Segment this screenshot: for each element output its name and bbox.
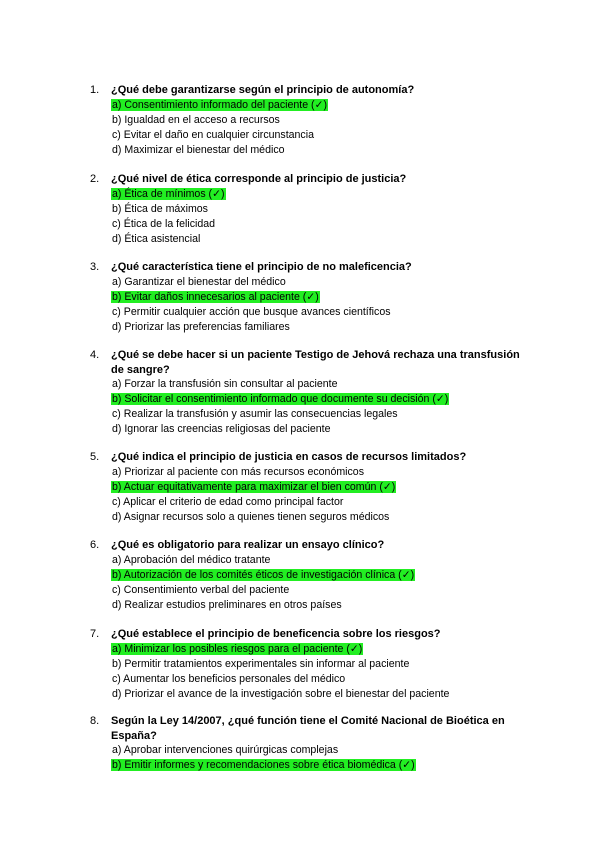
question-text: ¿Qué se debe hacer si un paciente Testigo de Jehová rechaza una transfusión de sangre? [111, 349, 520, 376]
option-c: c) Aumentar los beneficios personales del médico [112, 673, 346, 685]
option-b-correct: b) Emitir informes y recomendaciones sobre ética biomédica (✓) [112, 759, 415, 771]
option-b-correct: b) Actuar equitativamente para maximizar el bien común (✓) [112, 481, 396, 493]
question-number: 8. [90, 715, 100, 727]
options-list [111, 465, 396, 525]
option-a: a) Priorizar al paciente con más recursos económicos [112, 466, 364, 478]
option-a: a) Aprobar intervenciones quirúrgicas complejas [112, 744, 339, 756]
question-number: 4. [90, 349, 100, 361]
question-text: ¿Qué debe garantizarse según el principio de autonomía? [111, 84, 415, 96]
option-d: d) Priorizar el avance de la investigación sobre el bienestar del paciente [112, 688, 450, 700]
option-c: c) Permitir cualquier acción que busque avances científicos [112, 306, 391, 318]
option-d: d) Ética asistencial [112, 233, 201, 245]
question-number: 1. [90, 84, 100, 96]
option-d: d) Asignar recursos solo a quienes tienen seguros médicos [112, 511, 390, 523]
options-list [111, 275, 392, 335]
options-list [111, 743, 416, 773]
question-text: Según la Ley 14/2007, ¿qué función tiene el Comité Nacional de Bioética en España? [111, 715, 505, 742]
question-number: 5. [90, 451, 100, 463]
option-a: a) Forzar la transfusión sin consultar al paciente [112, 378, 338, 390]
option-a-correct: a) Consentimiento informado del paciente (✓) [112, 99, 327, 111]
question-text: ¿Qué establece el principio de beneficencia sobre los riesgos? [111, 628, 441, 640]
option-c: c) Aplicar el criterio de edad como principal factor [112, 496, 344, 508]
options-list [111, 553, 415, 613]
option-c: c) Realizar la transfusión y asumir las consecuencias legales [112, 408, 398, 420]
question-number: 7. [90, 628, 100, 640]
options-list [111, 187, 226, 247]
options-list [111, 377, 449, 437]
option-c: c) Consentimiento verbal del paciente [112, 584, 290, 596]
option-c: c) Evitar el daño en cualquier circunstancia [112, 129, 314, 141]
option-b: b) Permitir tratamientos experimentales sin informar al paciente [112, 658, 410, 670]
option-d: d) Priorizar las preferencias familiares [112, 321, 290, 333]
option-d: d) Maximizar el bienestar del médico [112, 144, 285, 156]
option-d: d) Ignorar las creencias religiosas del paciente [112, 423, 331, 435]
option-a-correct: a) Minimizar los posibles riesgos para el paciente (✓) [112, 643, 363, 655]
option-b-correct: b) Evitar daños innecesarios al paciente (✓) [112, 291, 319, 303]
question-text: ¿Qué indica el principio de justicia en casos de recursos limitados? [111, 451, 467, 463]
question-number: 3. [90, 261, 100, 273]
option-b-correct: b) Solicitar el consentimiento informado que documente su decisión (✓) [112, 393, 449, 405]
options-list [111, 98, 328, 158]
options-list [111, 642, 450, 702]
question-text: ¿Qué es obligatorio para realizar un ensayo clínico? [111, 539, 385, 551]
option-b: b) Igualdad en el acceso a recursos [112, 114, 280, 126]
option-a: a) Aprobación del médico tratante [112, 554, 271, 566]
question-number: 2. [90, 173, 100, 185]
option-a: a) Garantizar el bienestar del médico [112, 276, 286, 288]
option-b: b) Ética de máximos [112, 203, 208, 215]
option-c: c) Ética de la felicidad [112, 218, 216, 230]
option-d: d) Realizar estudios preliminares en otros países [112, 599, 342, 611]
question-text: ¿Qué nivel de ética corresponde al principio de justicia? [111, 173, 407, 185]
question-number: 6. [90, 539, 100, 551]
question-text: ¿Qué característica tiene el principio de no maleficencia? [111, 261, 412, 273]
option-b-correct: b) Autorización de los comités éticos de investigación clínica (✓) [112, 569, 415, 581]
option-a-correct: a) Ética de mínimos (✓) [112, 188, 225, 200]
